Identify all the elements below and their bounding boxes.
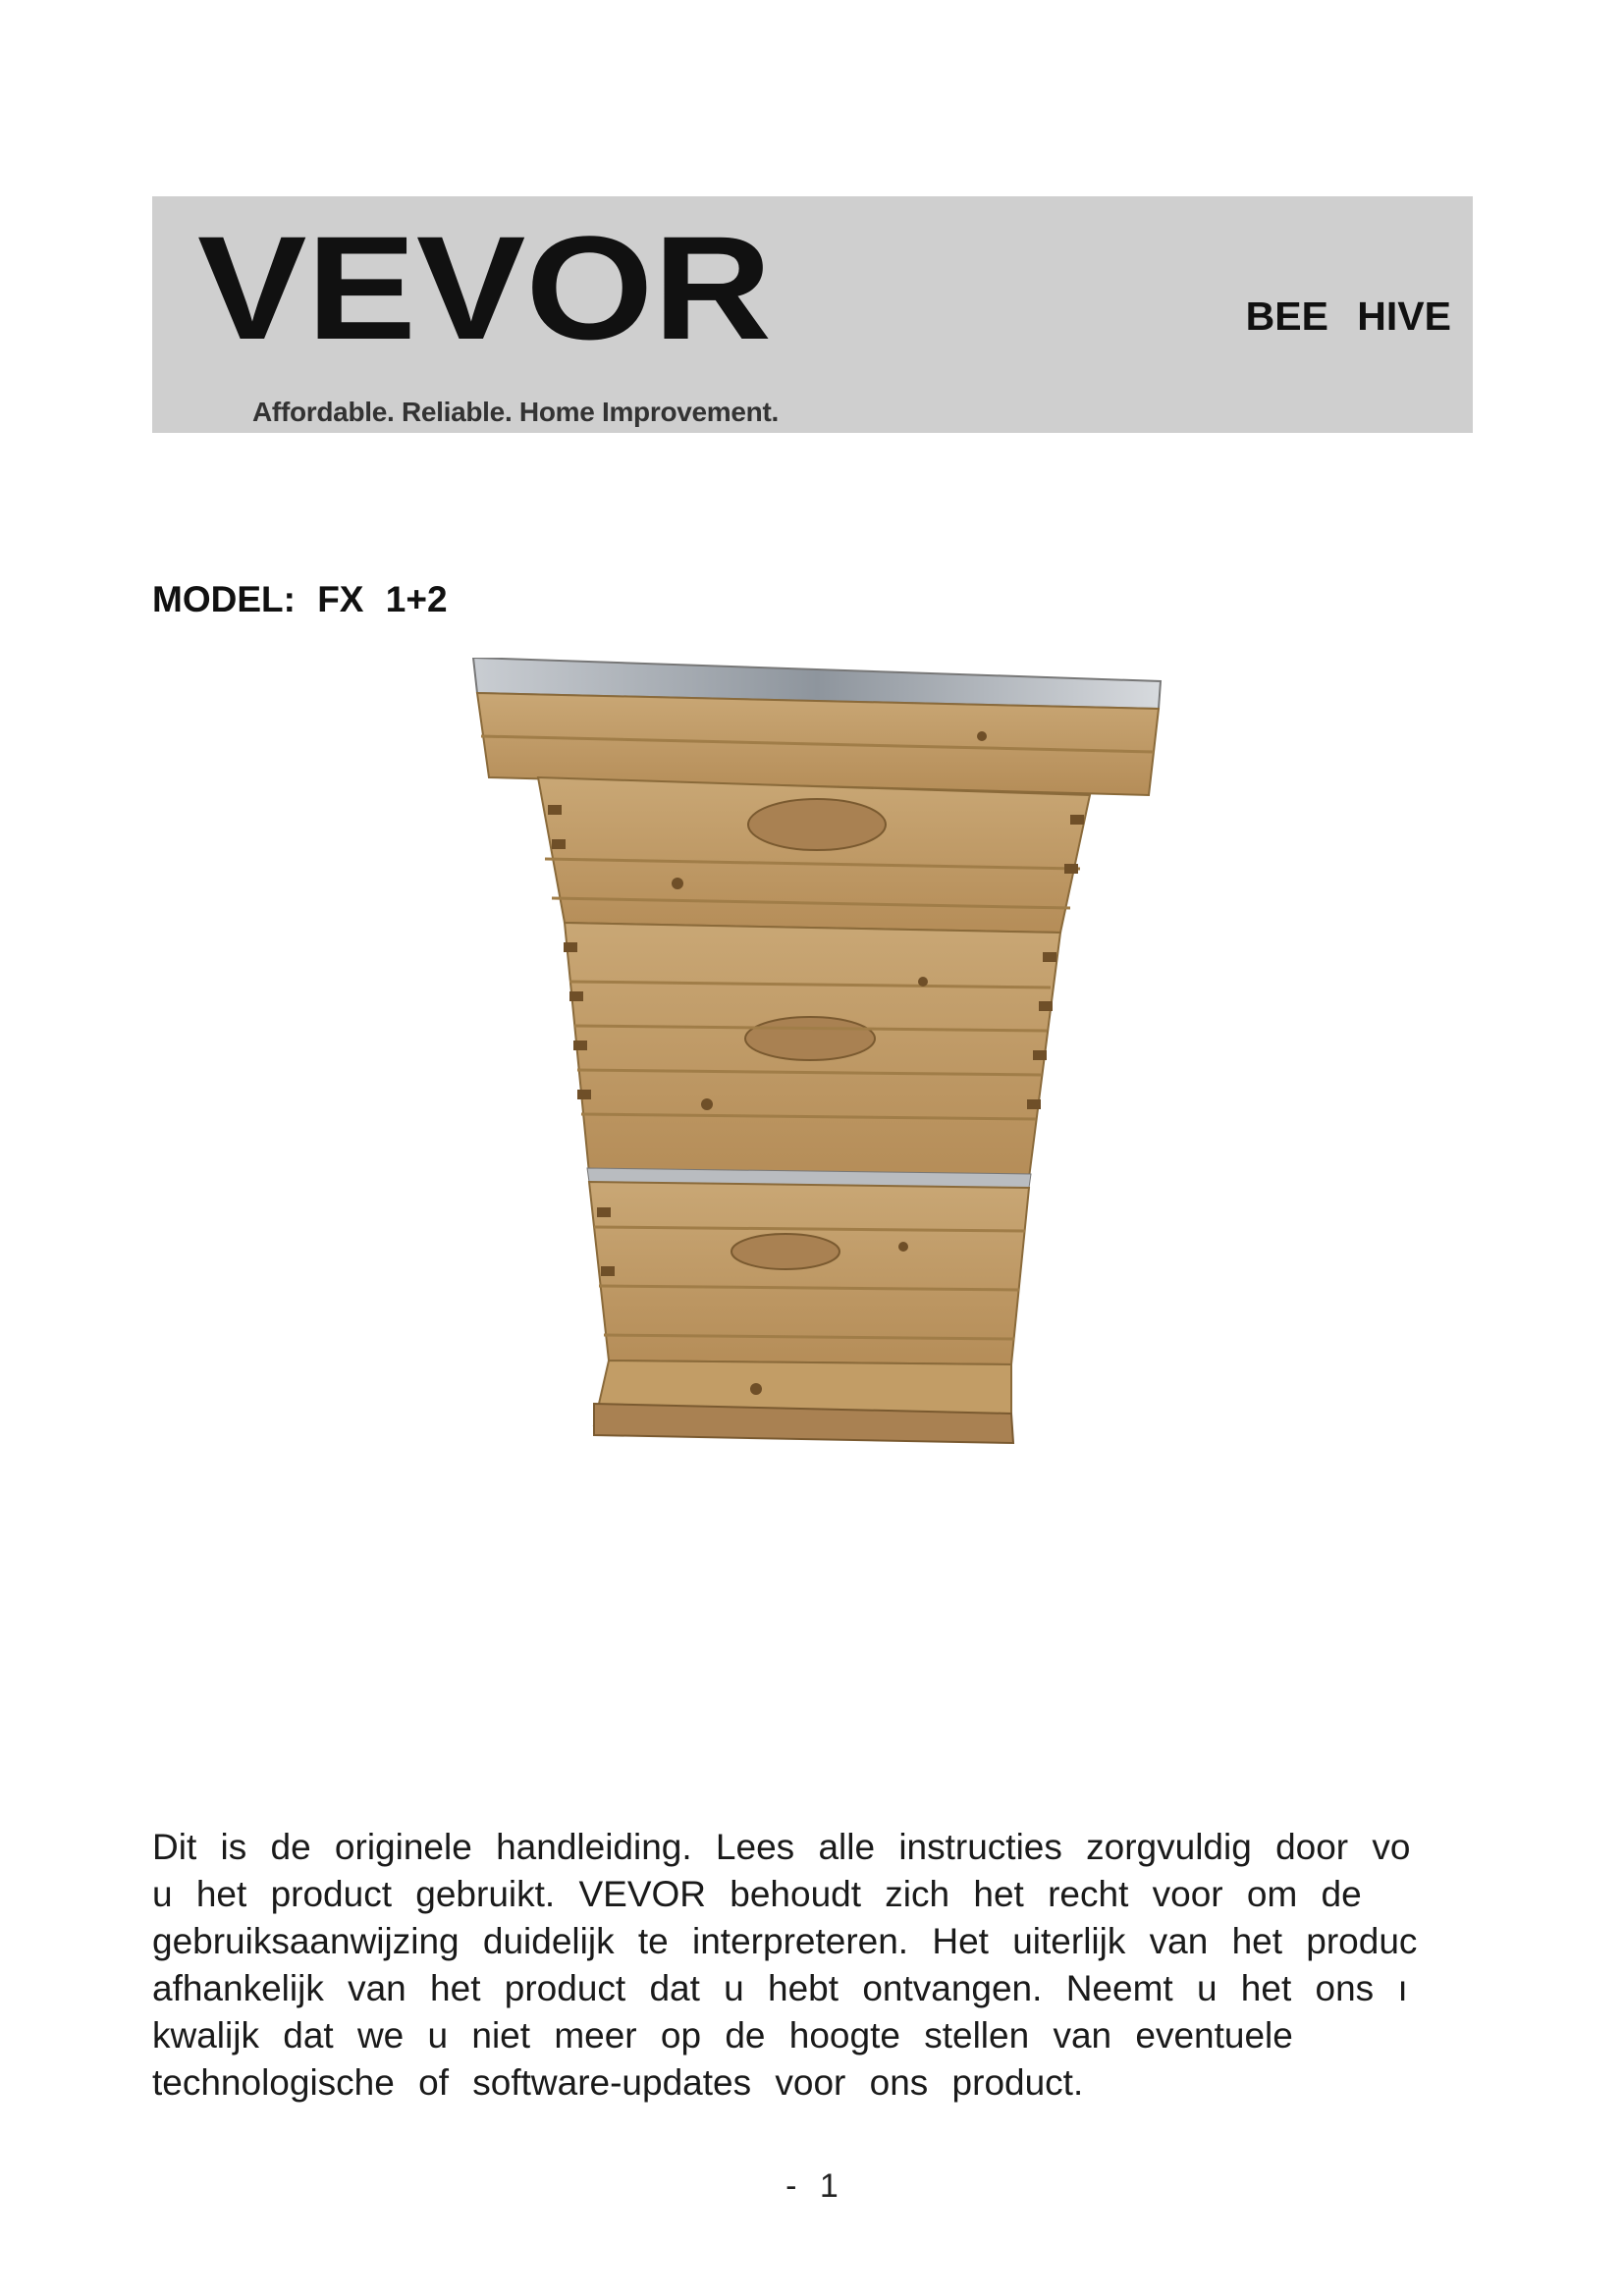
brand-wordmark: VEVOR bbox=[197, 228, 772, 355]
vevor-logo-mark bbox=[197, 228, 786, 355]
paragraph-line: afhankelijk van het product dat u hebt ontvangen. Neemt u het ons ı bbox=[152, 1968, 1408, 2008]
paragraph-line: u het product gebruikt. VEVOR behoudt zich het recht voor om de bbox=[152, 1874, 1362, 1914]
paragraph-line: Dit is de originele handleiding. Lees alle instructies zorgvuldig door vo bbox=[152, 1827, 1411, 1867]
model-number: MODEL: FX 1+2 bbox=[152, 579, 448, 619]
bee-hive-photo bbox=[461, 658, 1168, 1468]
brand-tagline: Affordable. Reliable. Home Improvement. bbox=[252, 397, 779, 427]
paragraph-line: kwalijk dat we u niet meer op de hoogte stellen van eventuele bbox=[152, 2015, 1293, 2056]
header-banner bbox=[152, 196, 1473, 433]
intro-paragraph bbox=[152, 1824, 1591, 2107]
vevor-logo bbox=[197, 228, 786, 427]
bee-hive-icon bbox=[461, 658, 1168, 1463]
paragraph-line: technologische of software-updates voor ons product. bbox=[152, 2062, 1084, 2103]
paragraph-line: gebruiksaanwijzing duidelijk te interpreteren. Het uiterlijk van het produc bbox=[152, 1921, 1418, 1961]
product-title: BEE HIVE bbox=[1245, 294, 1451, 339]
page-number: - 1 bbox=[785, 2167, 839, 2205]
